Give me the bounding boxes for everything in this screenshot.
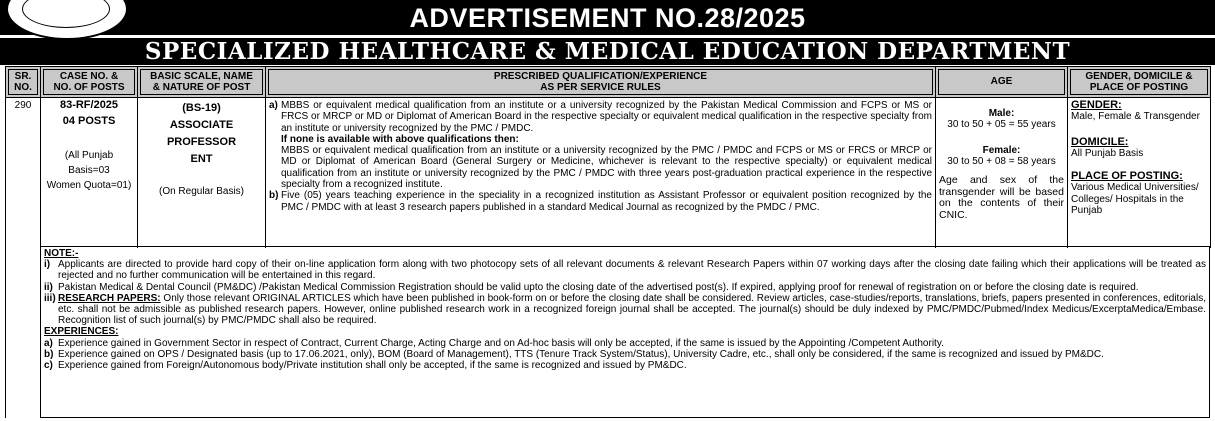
note-item: iii) RESEARCH PAPERS: Only those relevant ORIGINAL ARTICLES which have been published in book-form on or before the closing date shall be considered. Review articles, case-studies/reports, translations, briefs, papers presented in conferences, editorials, etc. shall not be admissible as published research papers. However, online published research work in a recognized foreign journal shall be accepted. The journal(s) should be duly indexed by PMC/PMDC/Pubmed/Index Medicus/ExcerptaMedica/Embase. Recognition list of such journal(s) by PMC/PMDC shall also be required. (44, 292, 1206, 327)
department-title: SPECIALIZED HEALTHCARE & MEDICAL EDUCATION DEPARTMENT (0, 38, 1215, 65)
nature-of-post: (On Regular Basis) (158, 186, 245, 197)
age-transgender-note: Age and sex of the transgender will be based on the contents of their CNIC. (939, 174, 1064, 221)
notes-title: NOTE:- (44, 248, 79, 259)
post-count: 04 POSTS (62, 115, 116, 128)
table-row (6, 98, 1211, 248)
scale-cell: (BS-19) ASSOCIATE PROFESSOR ENT (On Regular Basis) (138, 98, 266, 248)
posts-table (5, 66, 1211, 248)
experience-item: a) Experience gained in Government Sector in respect of Contract, Current Charge, Acting Charge and on Ad-hoc basis will only be accepted, if the same is issued by the Appointing /Competent Authority. (44, 337, 944, 349)
col-qualification: PRESCRIBED QUALIFICATION/EXPERIENCE AS PER SERVICE RULES (266, 67, 936, 98)
experience-item: b) Experience gained on OPS / Designated basis (up to 17.06.2021, only), BOM (Board of Management), TTS (Tenure Track System/Status), University Cadre, etc., shall only be considered, if the same is recognized and issued by PM&DC. (44, 348, 1104, 360)
age-male: 30 to 50 + 05 = 55 years (947, 119, 1056, 131)
gender-domicile-cell: GENDER: Male, Female & Transgender DOMICILE: All Punjab Basis PLACE OF POSTING: Various Medical Universities/ Colleges/ Hospitals in the Punjab (1068, 98, 1211, 248)
sr-number: 290 (6, 98, 41, 248)
col-age: AGE (936, 67, 1068, 98)
note-item: ii) Pakistan Medical & Dental Council (PM&DC) /Pakistan Medical Commission Registration should be valid upto the closing date of the advertised post(s). If expired, applying proof for renewal of registration on or before the closing date is required. (44, 281, 1139, 293)
posting-value: Various Medical Universities/ Colleges/ Hospitals in the Punjab (1071, 182, 1199, 217)
age-cell: Male: 30 to 50 + 05 = 55 years Female: 30 to 50 + 08 = 58 years Age and sex of the transgender will be based on the contents of their CNIC. (936, 98, 1068, 248)
age-female: 30 to 50 + 08 = 58 years (947, 155, 1056, 167)
basic-scale: (BS-19) (182, 102, 221, 114)
gender-value: Male, Female & Transgender (1071, 111, 1200, 123)
qualification-cell: a) MBBS or equivalent medical qualification from an institute or a university recognized by the Pakistan Medical Commission and FCPS or MS or FRCS or MRCP or MD or Diplomat of American Board in the respective specialty or equivalent medical qualification in the respective specialty from an institute or university recognized by the PMC / PMDC. If none is available with above qualifications then: MBBS or equivalent medical qualification from an institute or a university recognized by the PMC / PMDC and FCPS or MS or FRCS or MRCP or MD or Diplomat of American Board (General Surgery or Medicine, whichever is relevant to the respective specialty) or equivalent medical qualification from an institute or university recognized by the PMC / PMDC with three years post-graduation practical experience in the respective specialty from a recognized institute. b) Five (05) years teaching experience in the speciality in a recognized institution as Assistant Professor or equivalent position recognized by the PMC / PMDC with at least 3 research papers published in a standard Medical Journal as recognized by the PMDC / PMC. (266, 98, 936, 248)
domicile-value: All Punjab Basis (1071, 147, 1144, 159)
case-cell: 83-RF/2025 04 POSTS (All Punjab Basis=03 Women Quota=01) (41, 98, 138, 248)
col-sr: SR. NO. (6, 67, 41, 98)
col-scale: BASIC SCALE, NAME & NATURE OF POST (138, 67, 266, 98)
case-number: 83-RF/2025 (59, 99, 119, 111)
experiences-title: EXPERIENCES: (44, 326, 119, 338)
col-gender-domicile: GENDER, DOMICILE & PLACE OF POSTING (1068, 67, 1211, 98)
post-name: ASSOCIATE (169, 119, 234, 131)
experience-item: c) Experience gained from Foreign/Autonomous body/Private institution shall only be accepted, if the same is recognized and issued by PM&DC. (44, 360, 687, 372)
advertisement-title: ADVERTISEMENT NO.28/2025 (0, 0, 1215, 35)
notes-left-margin (5, 246, 42, 418)
note-item: i) Applicants are directed to provide hard copy of their on-line application form along with two photocopy sets of all relevant documents & relevant Research Papers within 07 working days after the closing date failing which their applications will be treated as rejected and no further communication will be entertained in this regard. (44, 259, 1206, 282)
col-case: CASE NO. & NO. OF POSTS (41, 67, 138, 98)
notes-section (40, 246, 1210, 418)
